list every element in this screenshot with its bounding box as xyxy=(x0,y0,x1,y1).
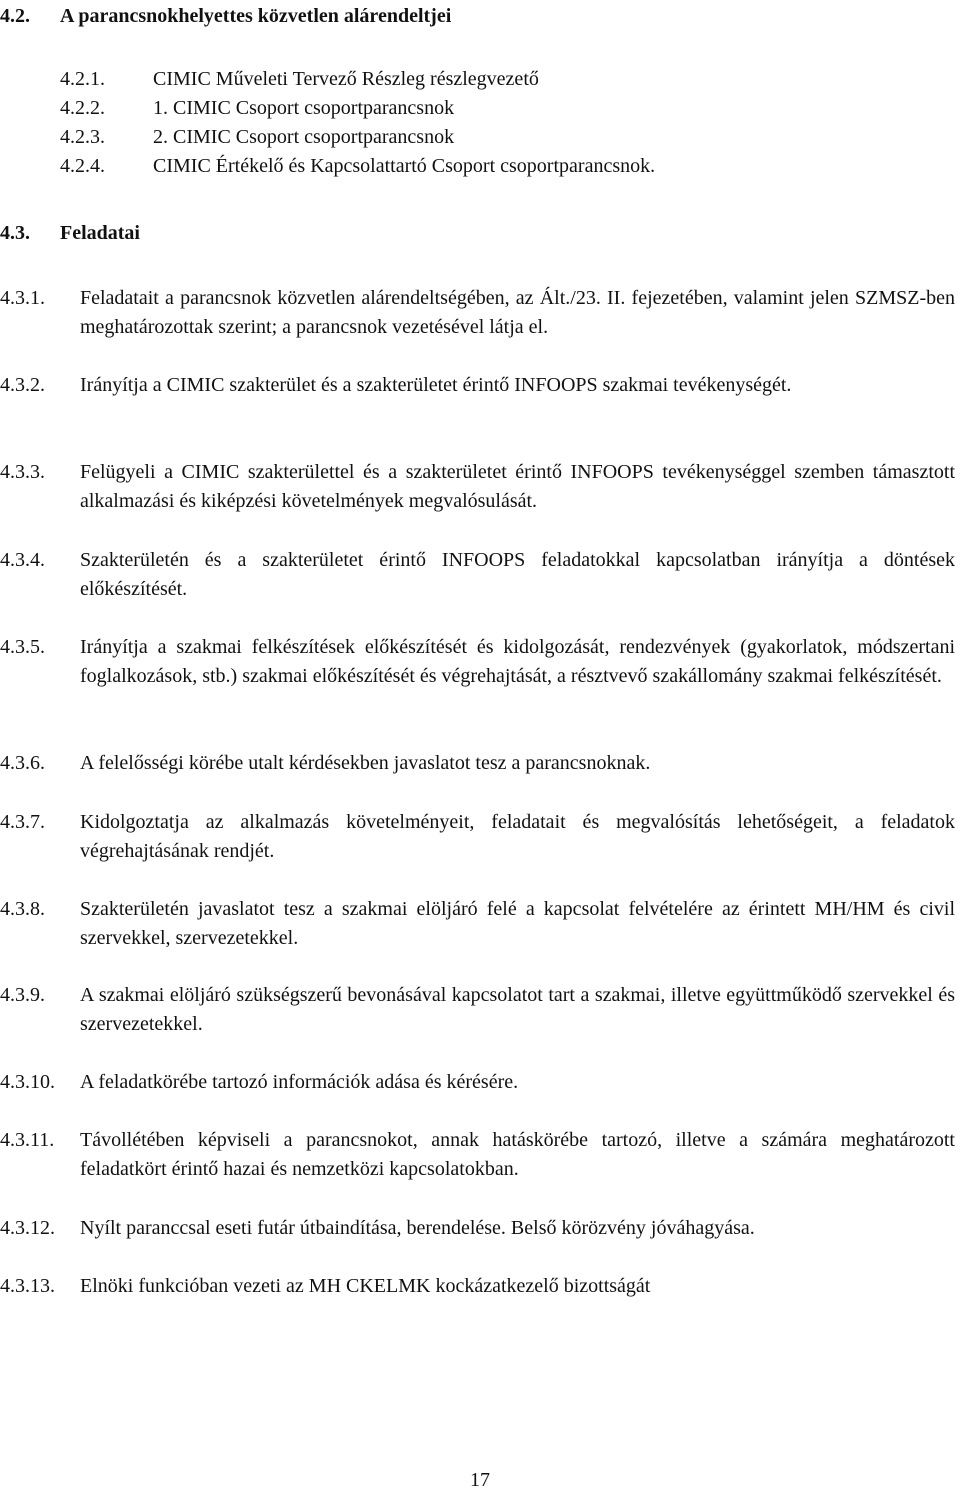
task-text: Elnöki funkcióban vezeti az MH CKELMK kockázatkezelő bizottságát xyxy=(80,1275,651,1297)
task-item xyxy=(0,1126,955,1184)
task-item xyxy=(0,633,955,691)
task-number: 4.3.5. xyxy=(0,636,45,658)
subordinate-number: 4.2.3. xyxy=(60,126,105,148)
subordinate-number: 4.2.2. xyxy=(60,97,105,119)
task-item xyxy=(0,808,955,866)
subordinate-item xyxy=(60,152,655,181)
task-number: 4.3.3. xyxy=(0,461,45,483)
task-number: 4.3.13. xyxy=(0,1275,55,1297)
task-item xyxy=(0,458,955,516)
task-number: 4.3.9. xyxy=(0,984,45,1006)
task-item xyxy=(0,1214,955,1243)
heading-number: 4.3. xyxy=(0,222,30,244)
task-number: 4.3.10. xyxy=(0,1071,55,1093)
task-item xyxy=(0,749,955,778)
task-text: Távollétében képviseli a parancsnokot, annak hatáskörébe tartozó, illetve a számára meghatározott feladatkört érintő hazai és nemzetközi kapcsolatokban. xyxy=(80,1129,955,1180)
task-text: A feladatkörébe tartozó információk adása és kérésére. xyxy=(80,1071,519,1093)
task-number: 4.3.12. xyxy=(0,1217,55,1239)
task-number: 4.3.2. xyxy=(0,374,45,396)
task-number: 4.3.7. xyxy=(0,811,45,833)
subordinate-item xyxy=(60,94,454,123)
task-text: Feladatait a parancsnok közvetlen alárendeltségében, az Ált./23. II. fejezetében, valamint jelen SZMSZ-ben meghatározottak szerint; a parancsnok vezetésével látja el. xyxy=(80,287,955,338)
task-number: 4.3.11. xyxy=(0,1129,55,1151)
page-number: 17 xyxy=(470,1469,490,1491)
task-item xyxy=(0,1272,955,1301)
section-heading-4-3 xyxy=(0,219,140,248)
subordinate-item xyxy=(60,123,454,152)
heading-number: 4.2. xyxy=(0,5,30,27)
task-text: A szakmai elöljáró szükségszerű bevonásával kapcsolatot tart a szakmai, illetve együttműködő szervekkel és szervezetekkel. xyxy=(80,984,955,1035)
heading-title: Feladatai xyxy=(60,222,140,244)
task-item xyxy=(0,1068,955,1097)
task-text: A felelősségi körébe utalt kérdésekben javaslatot tesz a parancsnoknak. xyxy=(80,752,651,774)
task-text: Irányítja a CIMIC szakterület és a szakterületet érintő INFOOPS szakmai tevékenységét. xyxy=(80,374,792,396)
task-number: 4.3.6. xyxy=(0,752,45,774)
task-item xyxy=(0,284,955,342)
task-text: Szakterületén javaslatot tesz a szakmai elöljáró felé a kapcsolat felvételére az érintett MH/HM és civil szervekkel, szervezetekkel. xyxy=(80,898,955,949)
task-text: Irányítja a szakmai felkészítések előkészítését és kidolgozását, rendezvények (gyakorlatok, módszertani foglalkozások, stb.) szakmai előkészítését és végrehajtását, a résztvevő szakállomány szakmai felkészítését. xyxy=(80,636,955,687)
subordinate-number: 4.2.4. xyxy=(60,155,105,177)
task-item xyxy=(0,371,955,400)
section-heading-4-2 xyxy=(0,2,451,31)
task-number: 4.3.4. xyxy=(0,549,45,571)
task-text: Kidolgoztatja az alkalmazás követelményeit, feladatait és megvalósítás lehetőségeit, a feladatok végrehajtásának rendjét. xyxy=(80,811,955,862)
subordinate-text: CIMIC Értékelő és Kapcsolattartó Csoport csoportparancsnok. xyxy=(153,155,656,177)
task-number: 4.3.1. xyxy=(0,287,45,309)
subordinate-number: 4.2.1. xyxy=(60,68,105,90)
subordinate-text: 1. CIMIC Csoport csoportparancsnok xyxy=(153,97,455,119)
task-text: Szakterületén és a szakterületet érintő INFOOPS feladatokkal kapcsolatban irányítja a döntések előkészítését. xyxy=(80,549,955,600)
task-text: Nyílt paranccsal eseti futár útbaindítása, berendelése. Belső körözvény jóváhagyása. xyxy=(80,1217,755,1239)
subordinate-text: 2. CIMIC Csoport csoportparancsnok xyxy=(153,126,455,148)
task-item xyxy=(0,895,955,953)
subordinate-text: CIMIC Műveleti Tervező Részleg részlegvezető xyxy=(153,68,539,90)
task-text: Felügyeli a CIMIC szakterülettel és a szakterületet érintő INFOOPS tevékenységgel szemben támasztott alkalmazási és kiképzési követelmények megvalósulását. xyxy=(80,461,955,512)
heading-title: A parancsnokhelyettes közvetlen alárendeltjei xyxy=(60,5,452,27)
task-number: 4.3.8. xyxy=(0,898,45,920)
task-item xyxy=(0,981,955,1039)
task-item xyxy=(0,546,955,604)
subordinate-item xyxy=(60,65,539,94)
